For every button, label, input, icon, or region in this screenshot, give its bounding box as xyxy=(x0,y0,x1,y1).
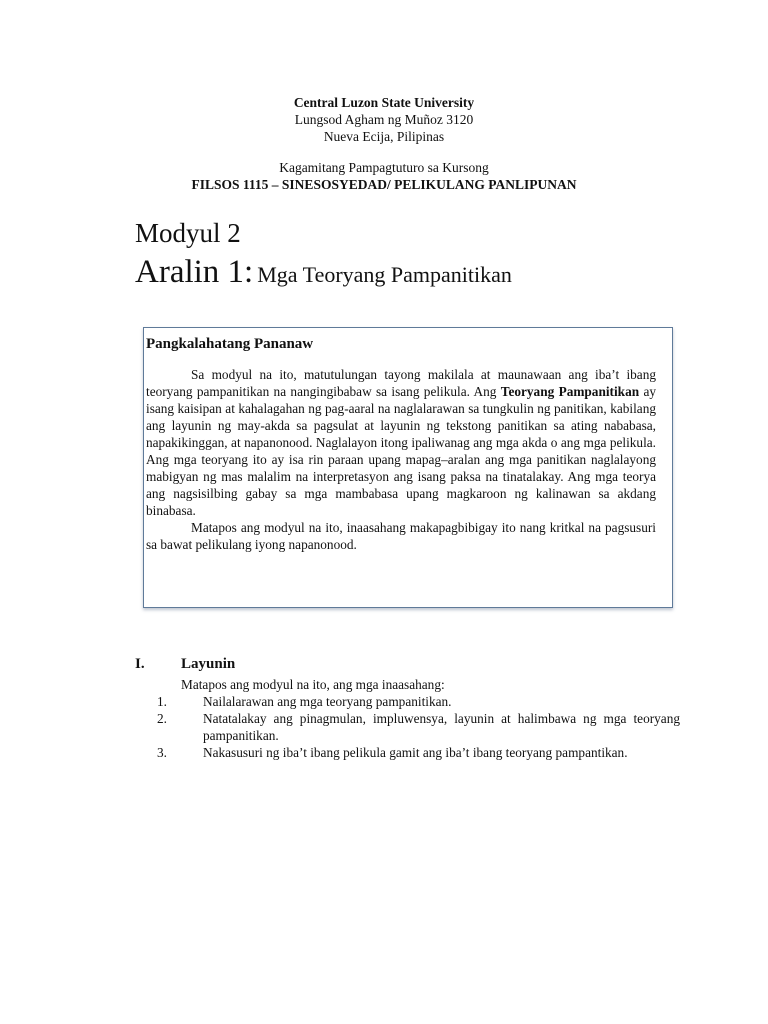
university-name: Central Luzon State University xyxy=(293,95,475,110)
section-title: Layunin xyxy=(181,656,236,672)
overview-paragraph-2: Matapos ang modyul na ito, inaasahang makapagbibigay ito nang kritkal na pagsusuri sa bawat pelikulang iyong napanonood. xyxy=(146,520,656,552)
module-title: Modyul 2 xyxy=(135,218,241,248)
objectives-intro: Matapos ang modyul na ito, ang mga inaasahang: xyxy=(181,677,445,692)
lesson-name: Mga Teoryang Pampanitikan xyxy=(257,262,512,287)
course-intro: Kagamitang Pampagtuturo sa Kursong xyxy=(279,160,489,175)
overview-heading: Pangkalahatang Pananaw xyxy=(146,336,314,352)
list-item: 3. Nakasusuri ng iba’t ibang pelikula gamit ang iba’t ibang teoryang pampantikan. xyxy=(157,745,628,760)
list-item: 2. Natatalakay ang pinagmulan, impluwensya, layunin at halimbawa ng mga teoryang pampanitikan. xyxy=(157,711,680,743)
lesson-title xyxy=(135,254,512,291)
document-header xyxy=(0,94,768,193)
section-number: I. xyxy=(135,656,145,672)
overview-box xyxy=(143,327,673,608)
address-line-1: Lungsod Agham ng Muñoz 3120 xyxy=(294,112,474,127)
list-item: 1. Nailalarawan ang mga teoryang pampanitikan. xyxy=(157,694,452,709)
bold-term: Teoryang Pampanitikan xyxy=(500,384,640,399)
address-line-2: Nueva Ecija, Pilipinas xyxy=(323,129,445,144)
course-code: FILSOS 1115 – SINESOSYEDAD/ PELIKULANG PANLIPUNAN xyxy=(191,177,577,192)
lesson-label: Aralin 1: xyxy=(135,254,254,290)
section-heading xyxy=(135,656,680,676)
overview-paragraph-1: Sa modyul na ito, matutulungan tayong makilala at maunawaan ang iba’t ibang teoryang pampanitikan na nangingibabaw sa isang pelikula. Ang Teoryang Pampanitikan ay isang kaisipan at kahalagahan ng pag-aaral na naglalarawan sa tungkulin ng panitikan, kabilang ang layunin ng may-akda sa pagsulat at layunin ng tekstong panitikan sa ating nababasa, napakikinggan, at napanonood. Naglalayon itong ipaliwanag ang mga akda o ang mga pelikula. Ang mga teoryang ito ay isa rin paraan upang mapag–aralan ang mga panitikan naglalayong mabigyan ng mas malalim na interpretasyon ang isang paksa na tinatalakay. Ang mga teorya ang nagsisilbing gabay sa mga mambabasa upang magkaroon ng kalinawan sa akdang binabasa. xyxy=(146,367,656,518)
objectives-section xyxy=(135,656,680,761)
objectives-list xyxy=(135,693,680,761)
